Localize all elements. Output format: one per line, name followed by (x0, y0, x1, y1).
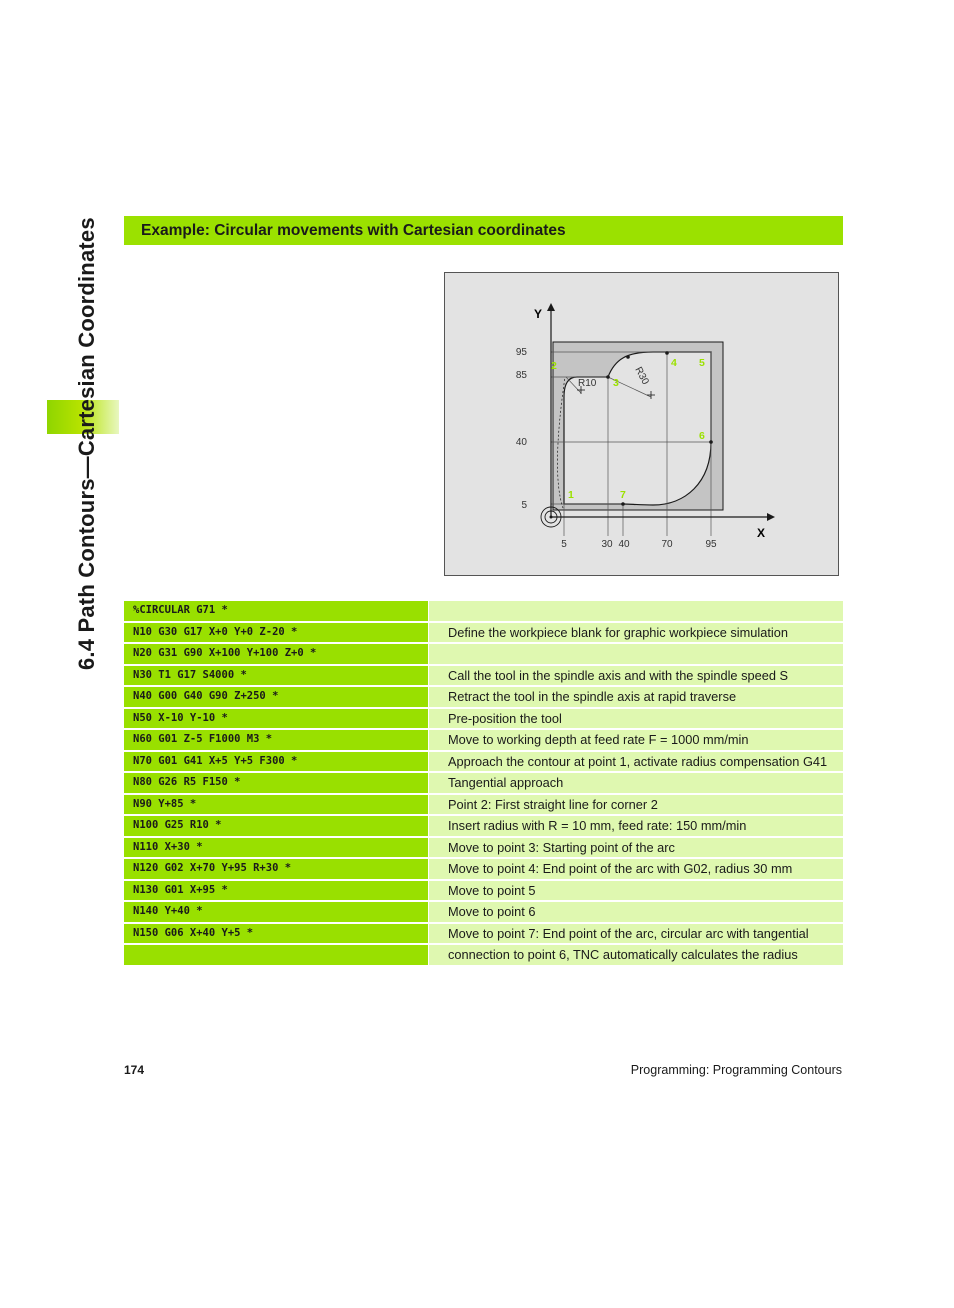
nc-block: N30 T1 G17 S4000 * (124, 666, 428, 686)
nc-block: N130 G01 X+95 * (124, 881, 428, 901)
nc-description: Point 2: First straight line for corner 2 (429, 795, 843, 815)
point-label-3: 3 (613, 377, 619, 389)
nc-description: Move to point 7: End point of the arc, circular arc with tangential (429, 924, 843, 944)
side-title-text: 6.4 Path Contours—Cartesian Coordinates (74, 217, 99, 670)
nc-description: Define the workpiece blank for graphic workpiece simulation (429, 623, 843, 643)
contour-figure (444, 272, 839, 576)
x-tick-5: 5 (561, 539, 567, 550)
page-number: 174 (124, 1063, 145, 1077)
program-row (124, 924, 843, 944)
x-tick-40: 40 (618, 539, 630, 550)
program-row (124, 666, 843, 686)
program-row (124, 709, 843, 729)
chapter-title: Programming: Programming Contours (630, 1063, 842, 1077)
nc-block (124, 945, 428, 965)
nc-block: N120 G02 X+70 Y+95 R+30 * (124, 859, 428, 879)
program-row (124, 838, 843, 858)
y-tick-40: 40 (515, 437, 527, 448)
nc-description: Move to point 4: End point of the arc with G02, radius 30 mm (429, 859, 843, 879)
program-row (124, 902, 843, 922)
y-axis-label: Y (534, 307, 543, 321)
nc-block: %CIRCULAR G71 * (124, 601, 428, 621)
nc-block: N50 X-10 Y-10 * (124, 709, 428, 729)
nc-description: Move to point 6 (429, 902, 843, 922)
x-tick-70: 70 (661, 539, 673, 550)
nc-block: N10 G30 G17 X+0 Y+0 Z-20 * (124, 623, 428, 643)
point-label-7: 7 (620, 489, 626, 501)
point-label-4: 4 (671, 357, 677, 369)
contour-drawing (445, 273, 840, 577)
y-tick-5: 5 (521, 500, 527, 511)
nc-block: N90 Y+85 * (124, 795, 428, 815)
point-label-5: 5 (699, 357, 705, 369)
nc-description (429, 601, 843, 621)
nc-description: connection to point 6, TNC automatically calculates the radius (429, 945, 843, 965)
nc-description: Approach the contour at point 1, activate radius compensation G41 (429, 752, 843, 772)
nc-description: Tangential approach (429, 773, 843, 793)
nc-block: N150 G06 X+40 Y+5 * (124, 924, 428, 944)
y-tick-85: 85 (515, 370, 527, 381)
program-row (124, 795, 843, 815)
x-axis-label: X (757, 526, 766, 540)
program-row (124, 859, 843, 879)
nc-description: Move to point 3: Starting point of the arc (429, 838, 843, 858)
nc-description: Insert radius with R = 10 mm, feed rate: 150 mm/min (429, 816, 843, 836)
program-row (124, 752, 843, 772)
nc-block: N20 G31 G90 X+100 Y+100 Z+0 * (124, 644, 428, 664)
point-label-6: 6 (699, 430, 705, 442)
program-row (124, 644, 843, 664)
origin-dot (550, 516, 553, 519)
nc-block: N60 G01 Z-5 F1000 M3 * (124, 730, 428, 750)
point-label-1: 1 (568, 489, 574, 501)
y-tick-95: 95 (515, 347, 527, 358)
nc-program-table (124, 601, 843, 967)
program-row (124, 687, 843, 707)
nc-block: N80 G26 R5 F150 * (124, 773, 428, 793)
program-row (124, 623, 843, 643)
nc-block: N110 X+30 * (124, 838, 428, 858)
x-tick-95: 95 (705, 539, 717, 550)
radius-label-r30: R30 (632, 365, 651, 387)
section-header (124, 216, 843, 245)
nc-description: Move to point 5 (429, 881, 843, 901)
program-row (124, 816, 843, 836)
nc-description (429, 644, 843, 664)
nc-description: Call the tool in the spindle axis and with the spindle speed S (429, 666, 843, 686)
nc-block: N70 G01 G41 X+5 Y+5 F300 * (124, 752, 428, 772)
program-row (124, 730, 843, 750)
program-row (124, 773, 843, 793)
point-label-2: 2 (551, 360, 557, 372)
program-row (124, 881, 843, 901)
y-axis-arrow-icon (547, 303, 555, 311)
x-axis-arrow-icon (767, 513, 775, 521)
nc-description: Move to working depth at feed rate F = 1000 mm/min (429, 730, 843, 750)
program-row (124, 601, 843, 621)
nc-block: N40 G00 G40 G90 Z+250 * (124, 687, 428, 707)
nc-block: N140 Y+40 * (124, 902, 428, 922)
section-title: Example: Circular movements with Cartesian coordinates (141, 222, 566, 239)
x-tick-30: 30 (601, 539, 613, 550)
nc-description: Retract the tool in the spindle axis at rapid traverse (429, 687, 843, 707)
nc-description: Pre-position the tool (429, 709, 843, 729)
radius-label-r10: R10 (578, 378, 597, 389)
program-row (124, 945, 843, 965)
nc-block: N100 G25 R10 * (124, 816, 428, 836)
